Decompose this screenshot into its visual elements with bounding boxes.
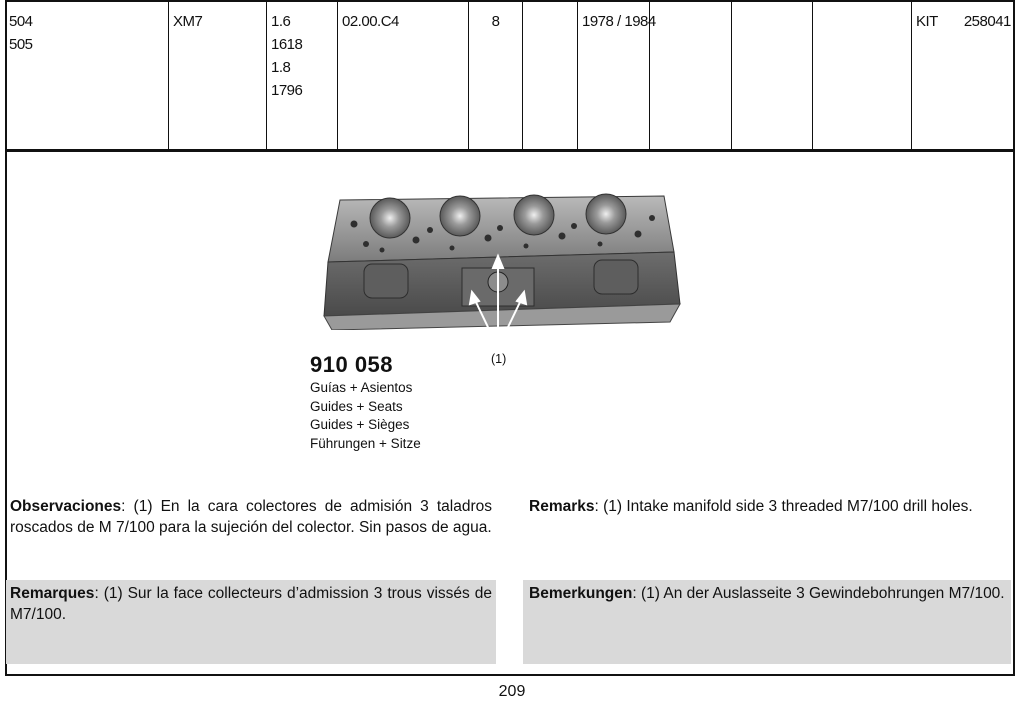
page-number: 209 [498, 683, 526, 700]
kit-number: 258041 [963, 13, 1011, 30]
note-remarks-text: : (1) Intake manifold side 3 threaded M7/100 drill holes. [594, 498, 973, 515]
note-remarks [529, 496, 1009, 517]
cell-models: 504 505 [5, 2, 169, 149]
spec-table-row [5, 0, 1015, 152]
part-description-de: Führungen + Sitze [310, 435, 421, 451]
note-remarques [10, 583, 492, 625]
cell-displacement: 1.6 1618 1.8 1796 [267, 2, 338, 149]
part-number: 910 058 [310, 352, 394, 377]
note-observaciones-text: : (1) En la cara colectores de admisión 3 taladros roscados de M 7/100 para la sujeción del colector. Sin pasos de agua. [10, 498, 492, 536]
note-remarks-label: Remarks [529, 498, 595, 515]
part-description [310, 379, 421, 453]
kit-label: KIT [916, 13, 938, 30]
cell-empty-9 [732, 2, 813, 149]
part-description-fr: Guides + Sièges [310, 417, 410, 432]
cell-empty-10 [813, 2, 912, 149]
note-remarques-label: Remarques [10, 585, 95, 602]
cylinder-head-photo [312, 188, 688, 330]
cell-kit [912, 2, 1015, 149]
callout-label: (1) [491, 352, 507, 366]
part-description-es: Guías + Asientos [310, 380, 413, 395]
cell-empty-8 [650, 2, 732, 149]
cell-valves: 8 [469, 2, 523, 149]
part-description-en: Guides + Seats [310, 398, 403, 414]
note-observaciones-label: Observaciones [10, 498, 122, 515]
note-bemerkungen [529, 583, 1007, 604]
note-bemerkungen-label: Bemerkungen [529, 585, 633, 602]
note-bemerkungen-text: : (1) An der Auslasseite 3 Gewindebohrungen M7/100. [632, 585, 1005, 602]
cell-code: 02.00.C4 [338, 2, 469, 149]
cell-engine: XM7 [169, 2, 267, 149]
cell-years: 1978 / 1984 [578, 2, 650, 149]
note-remarques-text: : (1) Sur la face collecteurs d’admission 3 trous vissés de M7/100. [10, 585, 492, 623]
note-observaciones [10, 496, 492, 538]
cell-empty-6 [523, 2, 578, 149]
